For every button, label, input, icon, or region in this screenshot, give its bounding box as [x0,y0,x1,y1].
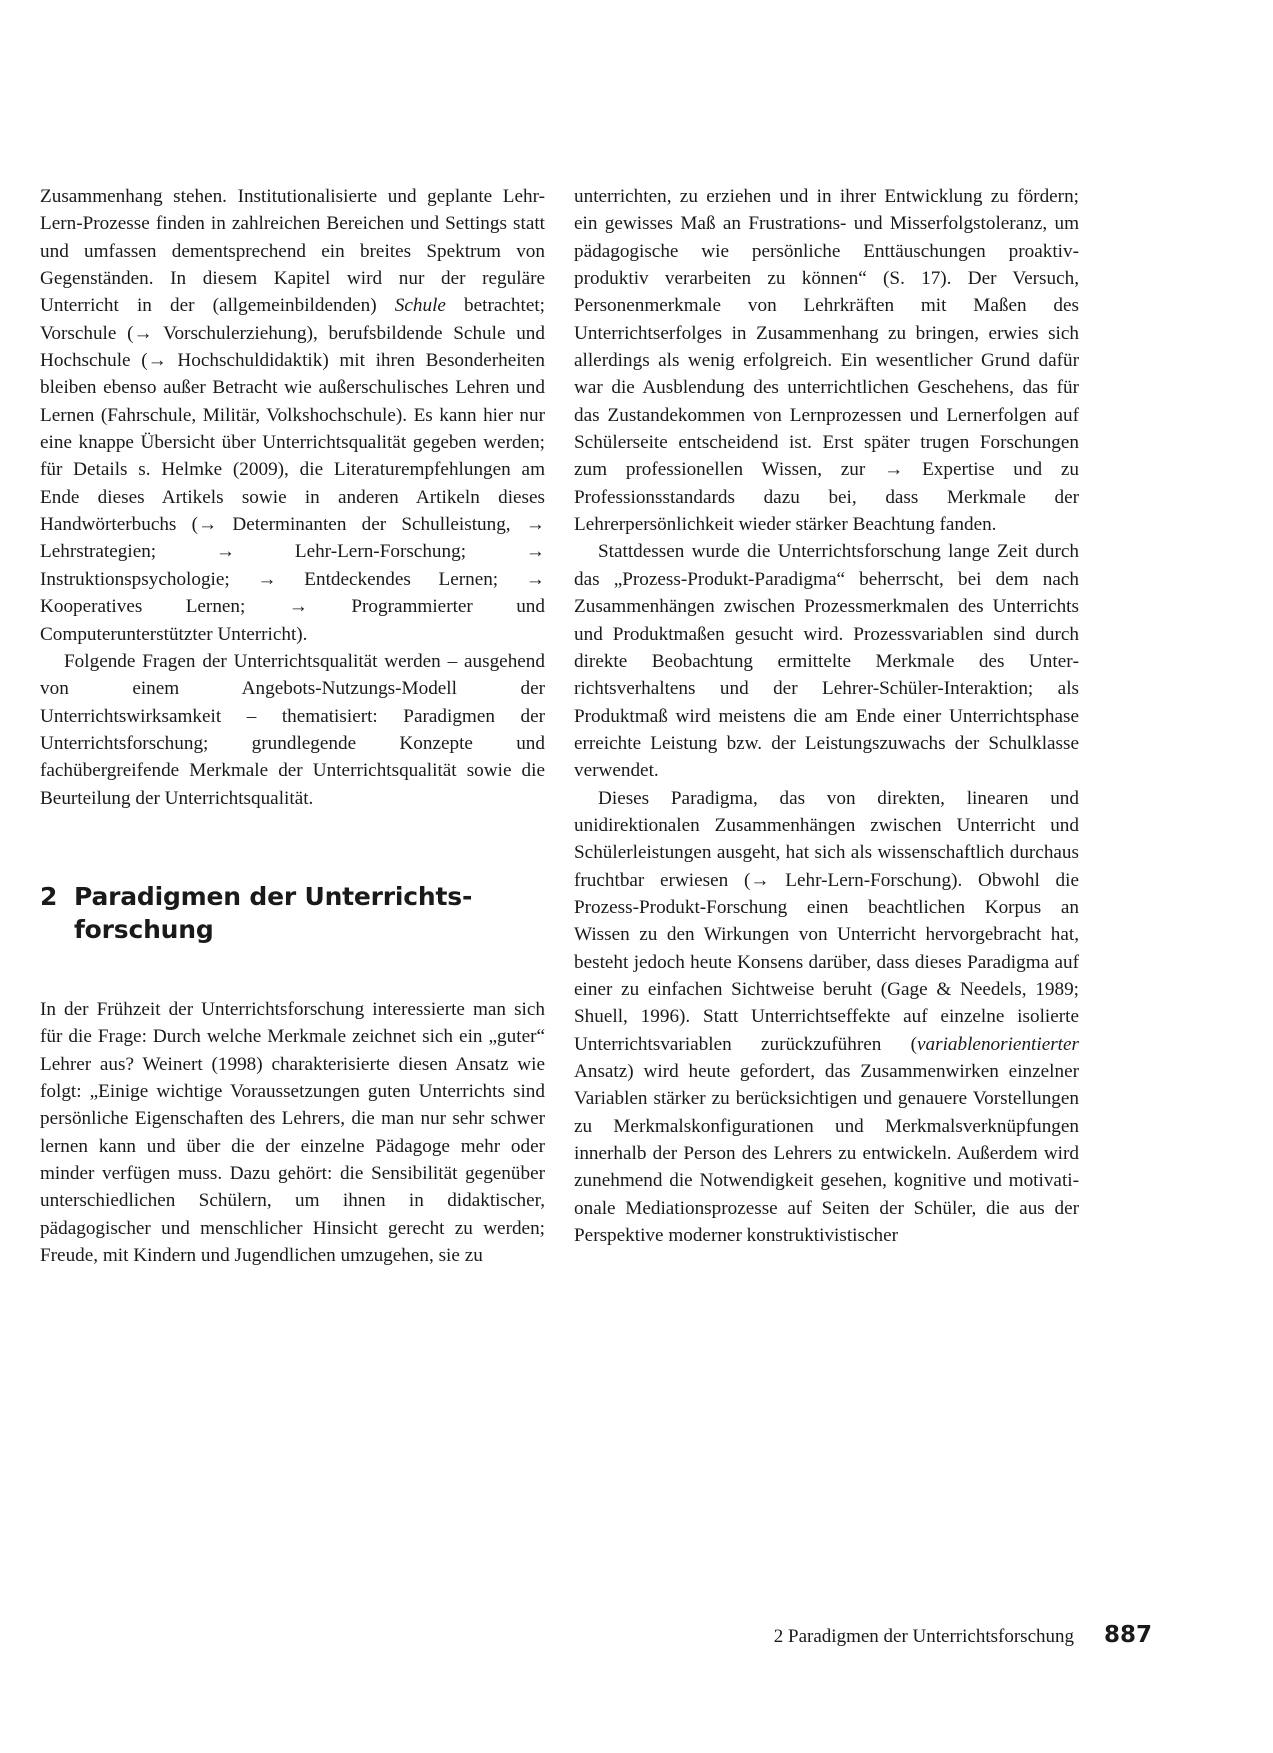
text-run: Stattdessen wurde die Unterrichtsforschung lange Zeit durch das „Prozess-Produkt-Paradigma“ beherrscht, bei dem nach Zusammenhängen zwischen Prozessmerkmalen des Unterrichts und Produktmaßen gesucht wird. Prozessvariablen sind durch direkte Beobachtung ermittelte Merkmale des Unterrichtsverhaltens und der Lehrer-Schüler-Interaktion; als Produktmaß wird meistens die am Ende einer Unterrichtsphase erreichte Leistung bzw. der Leistungszuwachs der Schulklasse verwendet. [574,541,1079,782]
paragraph [40,996,545,1269]
text-run: betrachtet; Vorschule (→ Vorschulerziehung), berufsbildende Schule und Hochschule (→ Hochschuldidaktik) mit ihren Besonderheiten bleiben ebenso außer Betracht wie außerschulisches Lehren und Lernen (Fahrschule, Militär, Volkshochschule). Es kann hier nur eine knappe Übersicht über Unterrichtsqualität gegeben werden; für Details s. Helmke (2009), die Literaturempfehlungen am Ende dieses Artikels sowie in anderen Artikeln dieses Handwörterbuchs (→ Determinanten der Schulleistung, → Lehrstrategien; → Lehr-Lern-Forschung; → Instruktionspsychologie; → Entdeckendes Lernen; → Kooperatives Lernen; → Programmierter und Computerunterstützter Unterricht). [40,295,546,645]
section-title: Paradigmen der Unterrichtsforschung [74,881,473,944]
paragraph [574,538,1079,784]
text-run: Dieses Paradigma, das von direkten, linearen und unidirektionalen Zusammenhängen zwischen Unterricht und Schülerleistungen ausgeht, hat sich als wissenschaftlich durchaus fruchtbar erwiesen (→ Lehr-Lern-Forschung). Obwohl die Prozess-Produkt-Forschung einen beachtlichen Korpus an Wissen zu den Wirkungen von Unterricht hervorgebracht hat, besteht jedoch heute Konsens darüber, dass dieses Paradigma auf einer zu einfachen Sichtweise beruht (Gage & Needels, 1989; Shuell, 1996). Statt Unterrichtseffekte auf einzelne isolierte Unterrichtsvariablen zurückzuführen ( [574,787,1079,1055]
running-head: 2 Paradigmen der Unterrichtsforschung [773,1626,1074,1647]
italic-term: variablenorientierter [917,1033,1079,1055]
paragraph [574,183,1079,538]
page-footer [0,1620,1152,1654]
page-number: 887 [1103,1622,1152,1648]
right-column [574,183,1079,1249]
left-column [40,183,545,1269]
paragraph [40,183,545,648]
section-heading [40,880,545,946]
section-number: 2 [40,881,58,911]
text-run: Folgende Fragen der Unterrichtsqualität werden – ausgehend von einem Angebots-Nutzungs-Modell der Unterrichtswirksamkeit – thematisiert: Paradigmen der Unterrichtsforschung; grundlegende Konzepte und fachübergreifende Merkmale der Unterrichtsqualität sowie die Beurteilung der Unterrichtsqualität. [40,650,545,809]
text-run: Zusammenhang stehen. Institutionalisierte und geplante Lehr-Lern-Prozesse finden in zahlreichen Bereichen und Settings statt und umfassen dementsprechend ein breites Spektrum von Gegenständen. In diesem Kapitel wird nur der reguläre Unterricht in der (allgemeinbildenden) [40,186,545,317]
text-run: unterrichten, zu erziehen und in ihrer Entwicklung zu fördern; ein gewisses Maß an Frustrations- und Misserfolgstoleranz, um pädagogische wie persönliche Enttäuschungen proaktiv-produktiv verarbeiten zu können“ (S. 17). Der Versuch, Personenmerkmale von Lehrkräften mit Maßen des Unterrichtserfolges in Zusammenhang zu bringen, erwies sich allerdings als wenig erfolgreich. Ein wesentlicher Grund dafür war die Ausblendung des unterrichtlichen Geschehens, das für das Zustandekommen von Lernprozessen und Lernerfolgen auf Schülerseite entscheidend ist. Erst später trugen Forschungen zum professionellen Wissen, zur → Expertise und zu Professionsstandards dazu bei, dass Merkmale der Lehrerpersönlichkeit wieder stärker Beachtung fanden. [574,186,1079,536]
paragraph [40,648,545,812]
paragraph [574,785,1079,1250]
text-run: Ansatz) wird heute gefordert, das Zusammenwirken einzelner Variablen stärker zu berücksichtigen und genauere Vorstellungen zu Merkmalskonfigurationen und Merkmalsverknüpfungen innerhalb der Person des Lehrers zu entwickeln. Außerdem wird zunehmend die Notwendigkeit gesehen, kognitive und motivationale Mediationsprozesse auf Seiten der Schüler, die aus der Perspektive moderner konstruktivistischer [574,1061,1079,1247]
italic-term: Schule [394,295,446,317]
text-run: In der Frühzeit der Unterrichtsforschung interessierte man sich für die Frage: Durch welche Merkmale zeichnet sich ein „guter“ Lehrer aus? Weinert (1998) charakterisierte diesen Ansatz wie folgt: „Einige wichtige Voraussetzungen guten Unterrichts sind persönliche Eigenschaften des Lehrers, die man nur sehr schwer lernen kann und über die der einzelne Pädagoge mehr oder minder verfügen muss. Dazu gehört: die Sensibilität gegenüber unterschiedlichen Schülern, um ihnen in didaktischer, pädagogischer und menschlicher Hinsicht gerecht zu werden; Freude, mit Kindern und Jugendlichen umzugehen, sie zu [40,998,545,1266]
